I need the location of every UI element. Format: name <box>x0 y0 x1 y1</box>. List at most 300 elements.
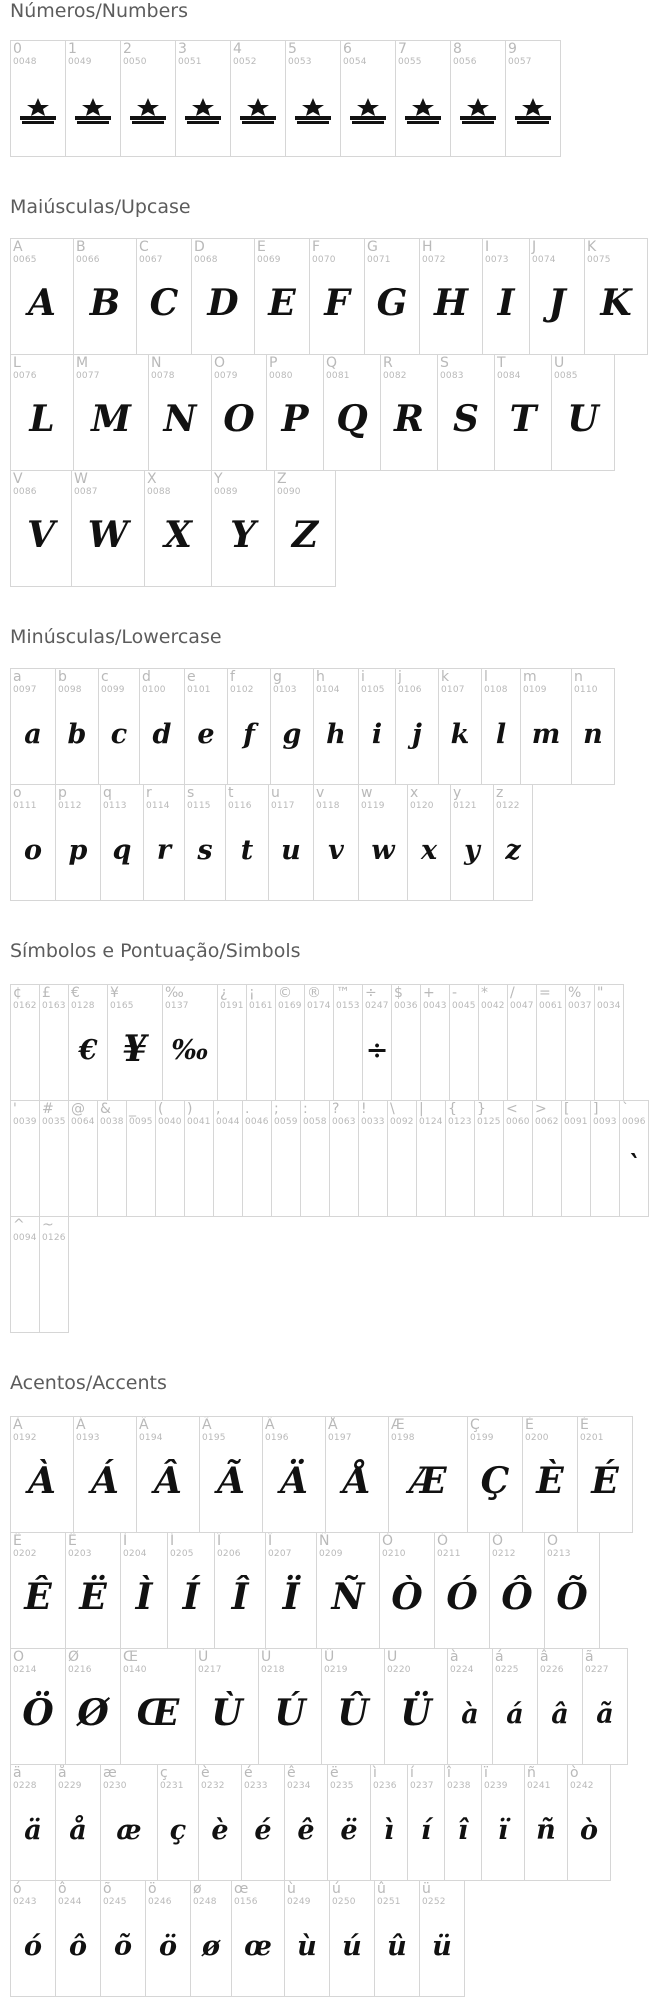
glyph-label: ` <box>622 1101 629 1117</box>
glyph-cell <box>474 1100 504 1217</box>
glyph-label: > <box>535 1101 547 1117</box>
glyph-label: Ì <box>123 1533 128 1549</box>
glyph-sample: ë <box>340 1815 358 1846</box>
glyph-label: ™ <box>336 985 350 1001</box>
glyph-label: x <box>410 785 419 801</box>
glyph-sample: Ç <box>480 1460 510 1502</box>
glyph-label: ] <box>593 1101 599 1117</box>
glyph-code: 0088 <box>147 487 171 497</box>
glyph-cell <box>300 1100 330 1217</box>
glyph-code: 0041 <box>187 1117 211 1127</box>
glyph-cell <box>10 1100 40 1217</box>
glyph-label: m <box>523 669 537 685</box>
glyph-cell <box>285 40 341 157</box>
glyph-code: 0083 <box>440 371 464 381</box>
glyph-label: a <box>13 669 22 685</box>
glyph-label: , <box>216 1101 221 1117</box>
glyph-cell <box>136 238 192 355</box>
glyph-code: 0196 <box>265 1433 289 1443</box>
glyph-cell <box>364 238 420 355</box>
glyph-code: 0220 <box>387 1665 411 1675</box>
glyph-label: ' <box>13 1101 17 1117</box>
glyph-sample: œ <box>244 1931 272 1962</box>
glyph-cell <box>120 40 176 157</box>
glyph-cell <box>395 668 439 785</box>
glyph-code: 0226 <box>540 1665 564 1675</box>
glyph-label: ( <box>158 1101 164 1117</box>
glyph-cell <box>467 1416 523 1533</box>
glyph-cell <box>321 1648 385 1765</box>
glyph-code: 0122 <box>496 801 520 811</box>
glyph-sample: Ø <box>77 1692 109 1734</box>
missing-glyph-placeholder-icon <box>458 97 498 125</box>
glyph-cell <box>107 984 163 1101</box>
glyph-label: ñ <box>527 1765 536 1781</box>
glyph-code: 0230 <box>103 1781 127 1791</box>
glyph-label: M <box>76 355 89 371</box>
glyph-label: s <box>187 785 195 801</box>
glyph-cell <box>437 354 495 471</box>
glyph-sample: s <box>197 835 213 866</box>
glyph-label: / <box>510 985 515 1001</box>
glyph-cell <box>230 40 286 157</box>
glyph-label: U <box>554 355 565 371</box>
glyph-code: 0084 <box>497 371 521 381</box>
glyph-label: à <box>450 1649 459 1665</box>
glyph-cell <box>10 1416 74 1533</box>
glyph-cell <box>420 984 450 1101</box>
glyph-code: 0054 <box>343 57 367 67</box>
glyph-code: 0123 <box>448 1117 472 1127</box>
glyph-code: 0125 <box>477 1117 501 1127</box>
glyph-sample: ö <box>158 1931 177 1962</box>
section-title: Minúsculas/Lowercase <box>10 626 222 648</box>
glyph-cell <box>450 784 494 901</box>
glyph-sample: Ü <box>400 1692 432 1734</box>
glyph-code: 0095 <box>129 1117 153 1127</box>
glyph-label: j <box>398 669 402 685</box>
glyph-sample: q <box>112 835 132 866</box>
glyph-label: ì <box>373 1765 377 1781</box>
glyph-cell <box>120 1532 168 1649</box>
glyph-cell <box>275 984 305 1101</box>
glyph-cell <box>65 40 121 157</box>
glyph-label: 9 <box>508 41 517 57</box>
glyph-label: ¡ <box>249 985 255 1001</box>
glyph-sample: õ <box>113 1931 132 1962</box>
glyph-cell <box>478 984 508 1101</box>
glyph-cell <box>284 1764 328 1881</box>
glyph-label: T <box>497 355 506 371</box>
glyph-label: ‰ <box>165 985 184 1001</box>
glyph-code: 0109 <box>523 685 547 695</box>
glyph-label: L <box>13 355 21 371</box>
glyph-cell <box>304 984 334 1101</box>
glyph-cell <box>268 784 314 901</box>
glyph-cell <box>242 1100 272 1217</box>
glyph-code: 0124 <box>419 1117 443 1127</box>
glyph-sample: ü <box>432 1931 452 1962</box>
glyph-sample: ¥ <box>122 1028 148 1070</box>
glyph-sample: E <box>268 282 296 324</box>
glyph-cell <box>246 984 276 1101</box>
glyph-code: 0040 <box>158 1117 182 1127</box>
missing-glyph-placeholder-icon <box>513 97 553 125</box>
glyph-code: 0048 <box>13 57 37 67</box>
glyph-label: œ <box>234 1881 249 1897</box>
glyph-label: $ <box>394 985 403 1001</box>
glyph-cell <box>258 1648 322 1765</box>
glyph-label: z <box>496 785 504 801</box>
glyph-label: Â <box>139 1417 149 1433</box>
glyph-cell <box>10 1880 56 1997</box>
glyph-cell <box>241 1764 285 1881</box>
glyph-code: 0212 <box>492 1549 516 1559</box>
glyph-sample: å <box>69 1815 87 1846</box>
glyph-cell <box>162 984 218 1101</box>
glyph-cell <box>98 668 140 785</box>
glyph-label: ® <box>307 985 321 1001</box>
glyph-cell <box>313 784 359 901</box>
glyph-sample: î <box>457 1815 469 1846</box>
glyph-sample: û <box>387 1931 407 1962</box>
missing-glyph-placeholder-icon <box>238 97 278 125</box>
glyph-code: 0213 <box>547 1549 571 1559</box>
glyph-cell <box>139 668 185 785</box>
glyph-cell <box>494 354 552 471</box>
glyph-sample: K <box>600 282 632 324</box>
glyph-cell <box>195 1648 259 1765</box>
glyph-label: J <box>532 239 537 255</box>
glyph-sample: J <box>548 282 566 324</box>
glyph-cell <box>73 238 137 355</box>
glyph-label: 8 <box>453 41 462 57</box>
glyph-code: 0209 <box>319 1549 343 1559</box>
glyph-cell <box>73 1416 137 1533</box>
glyph-sample: Ó <box>446 1576 478 1618</box>
glyph-code: 0097 <box>13 685 37 695</box>
glyph-label: * <box>481 985 488 1001</box>
glyph-label: " <box>597 985 604 1001</box>
glyph-label: ; <box>274 1101 279 1117</box>
glyph-code: 0242 <box>570 1781 594 1791</box>
glyph-sample: ò <box>579 1815 598 1846</box>
glyph-label: ^ <box>13 1217 25 1233</box>
glyph-code: 0047 <box>510 1001 534 1011</box>
glyph-code: 0067 <box>139 255 163 265</box>
glyph-sample: Ñ <box>331 1576 365 1618</box>
glyph-sample: b <box>67 719 87 750</box>
glyph-code: 0191 <box>220 1001 244 1011</box>
glyph-sample: Ô <box>501 1576 533 1618</box>
glyph-code: 0052 <box>233 57 257 67</box>
glyph-label: < <box>506 1101 518 1117</box>
glyph-cell <box>184 784 226 901</box>
glyph-label: á <box>495 1649 504 1665</box>
glyph-label: 5 <box>288 41 297 57</box>
glyph-cell <box>65 1648 121 1765</box>
glyph-label: Æ <box>391 1417 405 1433</box>
glyph-label: æ <box>103 1765 117 1781</box>
glyph-sample: ã <box>596 1699 614 1730</box>
glyph-label: 1 <box>68 41 77 57</box>
glyph-label: ä <box>13 1765 22 1781</box>
glyph-sample: à <box>461 1699 479 1730</box>
glyph-sample: t <box>240 835 254 866</box>
glyph-code: 0046 <box>245 1117 269 1127</box>
glyph-cell <box>39 1100 69 1217</box>
glyph-label: Û <box>324 1649 335 1665</box>
glyph-code: 0056 <box>453 57 477 67</box>
glyph-sample: Ú <box>274 1692 306 1734</box>
glyph-code: 0108 <box>484 685 508 695</box>
glyph-cell <box>10 238 74 355</box>
glyph-code: 0058 <box>303 1117 327 1127</box>
glyph-label: ? <box>332 1101 340 1117</box>
glyph-cell <box>211 354 267 471</box>
glyph-sample <box>506 97 560 125</box>
glyph-cell <box>254 238 310 355</box>
glyph-label: F <box>312 239 321 255</box>
glyph-code: 0112 <box>58 801 82 811</box>
glyph-sample: Ì <box>135 1576 153 1618</box>
glyph-cell <box>584 238 648 355</box>
glyph-sample: Ê <box>24 1576 52 1618</box>
glyph-sample: o <box>23 835 42 866</box>
glyph-label: I <box>485 239 490 255</box>
glyph-sample: C <box>149 282 179 324</box>
missing-glyph-placeholder-icon <box>73 97 113 125</box>
glyph-cell <box>481 668 521 785</box>
glyph-cell <box>10 784 56 901</box>
glyph-code: 0248 <box>193 1897 217 1907</box>
glyph-code: 0203 <box>68 1549 92 1559</box>
glyph-code: 0237 <box>410 1781 434 1791</box>
glyph-label: ù <box>287 1881 296 1897</box>
glyph-code: 0216 <box>68 1665 92 1675</box>
glyph-label: Ø <box>68 1649 80 1665</box>
glyph-cell <box>492 1648 538 1765</box>
glyph-label: Ú <box>261 1649 272 1665</box>
glyph-label: P <box>269 355 278 371</box>
glyph-cell <box>358 1100 388 1217</box>
glyph-label: ¢ <box>13 985 22 1001</box>
glyph-code: 0233 <box>244 1781 268 1791</box>
glyph-sample: Á <box>91 1460 119 1502</box>
glyph-code: 0165 <box>110 1001 134 1011</box>
glyph-code: 0098 <box>58 685 82 695</box>
glyph-code: 0064 <box>71 1117 95 1127</box>
glyph-label: ú <box>332 1881 341 1897</box>
glyph-label: Ö <box>13 1649 25 1665</box>
glyph-sample <box>11 97 65 125</box>
glyph-code: 0035 <box>42 1117 66 1127</box>
glyph-cell <box>157 1764 199 1881</box>
missing-glyph-placeholder-icon <box>128 97 168 125</box>
glyph-code: 0114 <box>146 801 170 811</box>
glyph-code: 0072 <box>422 255 446 265</box>
glyph-sample: Y <box>230 514 256 556</box>
glyph-cell <box>438 668 482 785</box>
glyph-label: Ä <box>265 1417 275 1433</box>
glyph-sample: ó <box>23 1931 42 1962</box>
glyph-sample: ä <box>24 1815 42 1846</box>
glyph-label: ã <box>585 1649 594 1665</box>
glyph-sample: u <box>281 835 301 866</box>
glyph-cell <box>340 40 396 157</box>
glyph-label: ë <box>330 1765 339 1781</box>
glyph-code: 0153 <box>336 1001 360 1011</box>
glyph-label: Ó <box>437 1533 449 1549</box>
glyph-label: E <box>257 239 266 255</box>
glyph-sample: € <box>78 1035 98 1066</box>
glyph-cell <box>489 1532 545 1649</box>
glyph-code: 0079 <box>214 371 238 381</box>
glyph-cell <box>211 470 275 587</box>
glyph-label: Ï <box>268 1533 273 1549</box>
glyph-code: 0049 <box>68 57 92 67</box>
glyph-cell <box>571 668 615 785</box>
glyph-code: 0156 <box>234 1897 258 1907</box>
glyph-sample: d <box>152 719 172 750</box>
glyph-label: u <box>271 785 280 801</box>
glyph-cell <box>10 40 66 157</box>
glyph-sample: Ù <box>211 1692 243 1734</box>
glyph-cell <box>227 668 271 785</box>
glyph-sample: c <box>110 719 128 750</box>
glyph-code: 0249 <box>287 1897 311 1907</box>
glyph-label: 7 <box>398 41 407 57</box>
glyph-cell <box>120 1648 196 1765</box>
glyph-code: 0199 <box>470 1433 494 1443</box>
glyph-code: 0100 <box>142 685 166 695</box>
glyph-label: € <box>71 985 80 1001</box>
glyph-code: 0080 <box>269 371 293 381</box>
missing-glyph-placeholder-icon <box>403 97 443 125</box>
glyph-label: ø <box>193 1881 202 1897</box>
glyph-cell <box>175 40 231 157</box>
glyph-code: 0206 <box>217 1549 241 1559</box>
glyph-cell <box>362 984 392 1101</box>
glyph-sample: Q <box>336 398 368 440</box>
glyph-sample: Ä <box>280 1460 308 1502</box>
glyph-label: : <box>303 1101 308 1117</box>
glyph-label: Ñ <box>319 1533 330 1549</box>
glyph-cell <box>445 1100 475 1217</box>
glyph-cell <box>65 1532 121 1649</box>
glyph-cell <box>10 470 72 587</box>
glyph-cell <box>434 1532 490 1649</box>
glyph-label: õ <box>103 1881 112 1897</box>
glyph-sample <box>341 97 395 125</box>
glyph-label: [ <box>564 1101 570 1117</box>
glyph-label: 0 <box>13 41 22 57</box>
glyph-label: | <box>419 1101 424 1117</box>
glyph-label: è <box>201 1765 210 1781</box>
section-title: Símbolos e Pontuação/Simbols <box>10 940 301 962</box>
glyph-label: ö <box>148 1881 157 1897</box>
glyph-cell <box>419 238 483 355</box>
glyph-code: 0057 <box>508 57 532 67</box>
glyph-code: 0070 <box>312 255 336 265</box>
glyph-sample: B <box>89 282 121 324</box>
glyph-label: # <box>42 1101 54 1117</box>
glyph-cell <box>384 1648 448 1765</box>
glyph-code: 0228 <box>13 1781 37 1791</box>
glyph-cell <box>270 668 314 785</box>
glyph-code: 0043 <box>423 1001 447 1011</box>
glyph-cell <box>10 354 74 471</box>
glyph-cell <box>520 668 572 785</box>
glyph-sample: ñ <box>536 1815 556 1846</box>
glyph-label: q <box>103 785 112 801</box>
glyph-code: 0063 <box>332 1117 356 1127</box>
glyph-code: 0062 <box>535 1117 559 1127</box>
glyph-label: i <box>361 669 365 685</box>
glyph-label: h <box>316 669 325 685</box>
glyph-label: ó <box>13 1881 22 1897</box>
glyph-label: î <box>447 1765 451 1781</box>
glyph-label: ÷ <box>365 985 377 1001</box>
glyph-cell <box>524 1764 568 1881</box>
glyph-label: ê <box>287 1765 296 1781</box>
glyph-code: 0195 <box>202 1433 226 1443</box>
glyph-label: 4 <box>233 41 242 57</box>
glyph-code: 0229 <box>58 1781 82 1791</box>
glyph-cell <box>567 1764 611 1881</box>
glyph-label: _ <box>129 1101 136 1117</box>
glyph-cell <box>231 1880 285 1997</box>
glyph-cell <box>416 1100 446 1217</box>
glyph-cell <box>10 668 56 785</box>
glyph-label: R <box>383 355 393 371</box>
glyph-code: 0110 <box>574 685 598 695</box>
glyph-cell <box>370 1764 408 1881</box>
glyph-code: 0238 <box>447 1781 471 1791</box>
glyph-cell <box>68 1100 98 1217</box>
glyph-code: 0107 <box>441 685 465 695</box>
glyph-sample: â <box>551 1699 569 1730</box>
section-title: Maiúsculas/Upcase <box>10 196 191 218</box>
glyph-sample: Î <box>231 1576 249 1618</box>
glyph-cell <box>10 1648 66 1765</box>
glyph-cell <box>388 1416 468 1533</box>
glyph-sample: V <box>27 514 55 556</box>
glyph-label: b <box>58 669 67 685</box>
glyph-label: â <box>540 1649 549 1665</box>
glyph-label: 2 <box>123 41 132 57</box>
glyph-code: 0245 <box>103 1897 127 1907</box>
glyph-code: 0217 <box>198 1665 222 1675</box>
glyph-sample: y <box>464 835 480 866</box>
glyph-sample: M <box>91 398 131 440</box>
glyph-cell <box>561 1100 591 1217</box>
glyph-cell <box>482 238 530 355</box>
glyph-label: { <box>448 1101 457 1117</box>
glyph-cell <box>190 1880 232 1997</box>
glyph-label: Í <box>170 1533 175 1549</box>
missing-glyph-placeholder-icon <box>183 97 223 125</box>
glyph-label: í <box>410 1765 414 1781</box>
glyph-code: 0102 <box>230 685 254 695</box>
glyph-code: 0218 <box>261 1665 285 1675</box>
glyph-code: 0207 <box>268 1549 292 1559</box>
glyph-code: 0210 <box>382 1549 406 1559</box>
glyph-code: 0039 <box>13 1117 37 1127</box>
glyph-label: \ <box>390 1101 395 1117</box>
glyph-label: ò <box>570 1765 579 1781</box>
glyph-code: 0105 <box>361 685 385 695</box>
